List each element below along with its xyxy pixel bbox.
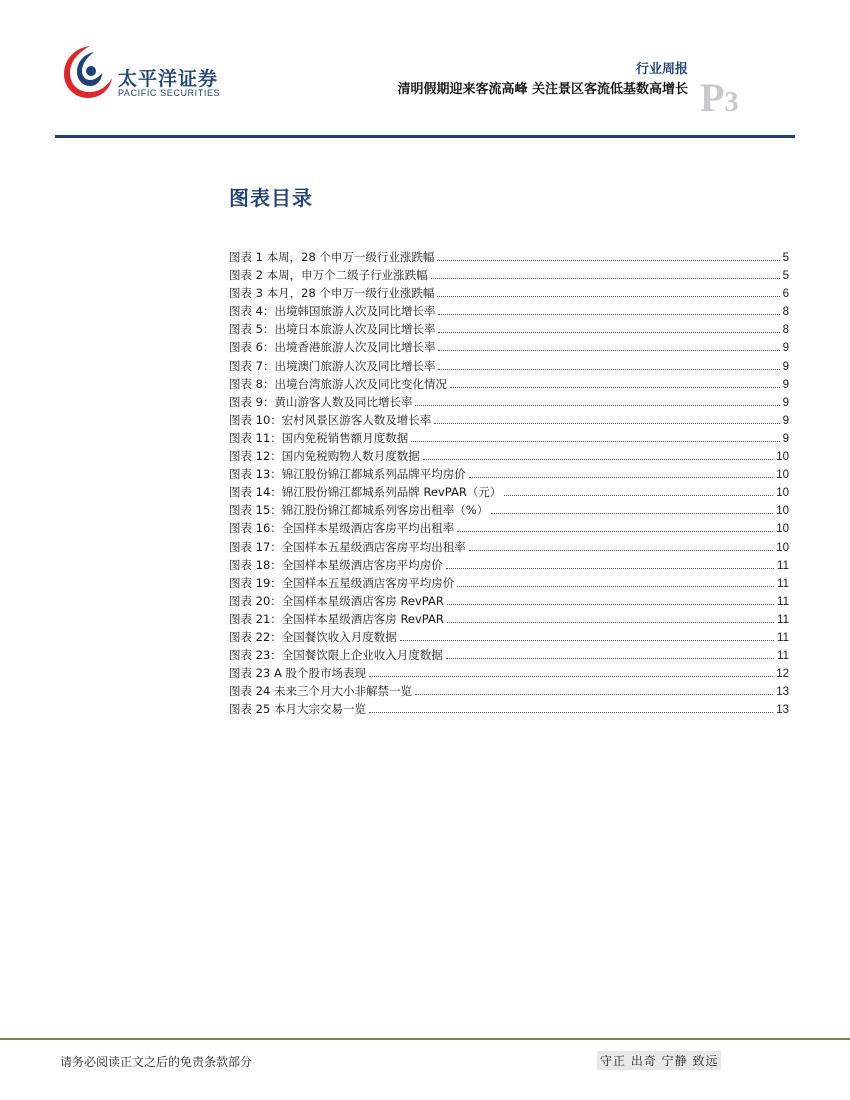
toc-entry-page[interactable]: 9 (782, 414, 789, 427)
toc-entry[interactable] (229, 394, 789, 412)
toc-dot-leader (438, 368, 779, 370)
toc-entry[interactable] (229, 285, 789, 303)
toc-entry-label[interactable]: 图表 2 本周，申万个二级子行业涨跌幅 (229, 268, 428, 283)
toc-entry-label[interactable]: 图表 16：全国样本星级酒店客房平均出租率 (229, 521, 455, 536)
page-header (0, 0, 850, 140)
toc-entry-label[interactable]: 图表 20：全国样本星级酒店客房 RevPAR (229, 593, 444, 608)
toc-entry-label[interactable]: 图表 8：出境台湾旅游人次及同比变化情况 (229, 376, 447, 391)
toc-entry[interactable] (229, 647, 789, 665)
toc-entry-label[interactable]: 图表 4：出境韩国旅游人次及同比增长率 (229, 304, 436, 319)
toc-entry-page[interactable]: 9 (782, 432, 789, 445)
toc-dot-leader (415, 404, 779, 406)
toc-dot-leader (431, 277, 780, 279)
toc-dot-leader (491, 512, 773, 514)
toc-entry-page[interactable]: 9 (782, 360, 789, 373)
toc-entry-page[interactable]: 10 (776, 469, 789, 482)
toc-entry-label[interactable]: 图表 23：全国餐饮限上企业收入月度数据 (229, 648, 443, 663)
toc-entry-page[interactable]: 11 (777, 613, 789, 626)
toc-entry[interactable] (229, 358, 789, 376)
toc-dot-leader (504, 494, 773, 496)
toc-entry[interactable] (229, 683, 789, 701)
toc-dot-leader (438, 331, 779, 333)
toc-entry[interactable] (229, 339, 789, 357)
toc-entry-page[interactable]: 13 (776, 686, 789, 699)
report-title: 清明假期迎来客流高峰 关注景区客流低基数高增长 (397, 82, 688, 97)
toc-dot-leader (415, 693, 773, 695)
toc-dot-leader (400, 639, 774, 641)
toc-entry[interactable] (229, 557, 789, 575)
toc-dot-leader (438, 349, 779, 351)
toc-entry[interactable] (229, 321, 789, 339)
toc-dot-leader (438, 313, 779, 315)
page-number-mark (700, 74, 738, 121)
footer-divider (0, 1038, 850, 1040)
toc-dot-leader (369, 711, 773, 713)
header-divider (55, 135, 795, 138)
table-of-figures (229, 249, 789, 719)
toc-entry-page[interactable]: 11 (777, 650, 789, 663)
toc-entry[interactable] (229, 484, 789, 502)
toc-dot-leader (447, 621, 774, 623)
toc-entry-label[interactable]: 图表 14：锦江股份锦江都城系列品牌 RevPAR（元） (229, 485, 502, 500)
toc-entry[interactable] (229, 412, 789, 430)
toc-dot-leader (369, 675, 773, 677)
toc-entry-label[interactable]: 图表 17：全国样本五星级酒店客房平均出租率 (229, 539, 466, 554)
brand-name-en: PACIFIC SECURITIES (118, 88, 221, 98)
toc-entry-label[interactable]: 图表 21：全国样本星级酒店客房 RevPAR (229, 611, 444, 626)
toc-entry-page[interactable]: 5 (782, 270, 789, 283)
toc-entry-label[interactable]: 图表 12：国内免税购物人数月度数据 (229, 449, 420, 464)
toc-entry[interactable] (229, 593, 789, 611)
toc-entry-page[interactable]: 10 (776, 505, 789, 518)
toc-entry-label[interactable]: 图表 15：锦江股份锦江都城系列客房出租率（%） (229, 503, 489, 518)
toc-entry-page[interactable]: 12 (776, 668, 789, 681)
toc-entry-label[interactable]: 图表 19：全国样本五星级酒店客房平均房价 (229, 575, 455, 590)
toc-entry-page[interactable]: 11 (777, 559, 789, 572)
toc-dot-leader (457, 530, 773, 532)
toc-entry-page[interactable]: 11 (777, 631, 789, 644)
toc-entry-page[interactable]: 6 (782, 288, 789, 301)
toc-entry[interactable] (229, 430, 789, 448)
toc-entry-page[interactable]: 10 (776, 523, 789, 536)
toc-dot-leader (446, 567, 774, 569)
report-type: 行业周报 (635, 62, 688, 77)
toc-dot-leader (411, 440, 779, 442)
toc-entry[interactable] (229, 249, 789, 267)
page-letter: P (700, 75, 725, 120)
toc-entry-label[interactable]: 图表 5：出境日本旅游人次及同比增长率 (229, 322, 436, 337)
toc-entry[interactable] (229, 629, 789, 647)
toc-entry[interactable] (229, 466, 789, 484)
toc-entry-label[interactable]: 图表 13：锦江股份锦江都城系列品牌平均房价 (229, 467, 466, 482)
toc-dot-leader (437, 259, 779, 261)
toc-dot-leader (434, 422, 779, 424)
toc-entry-page[interactable]: 8 (782, 324, 789, 337)
pacific-securities-logo-icon (60, 42, 114, 102)
toc-entry[interactable] (229, 376, 789, 394)
toc-entry-label[interactable]: 图表 6：出境香港旅游人次及同比增长率 (229, 340, 436, 355)
toc-entry[interactable] (229, 701, 789, 719)
page-number: 3 (724, 87, 739, 118)
footer-motto: 守正 出奇 宁静 致远 (597, 1051, 721, 1070)
toc-dot-leader (447, 603, 774, 605)
toc-entry[interactable] (229, 611, 789, 629)
toc-dot-leader (446, 657, 774, 659)
toc-entry-page[interactable]: 10 (776, 487, 789, 500)
brand-name-cn: 太平洋证券 (118, 68, 219, 90)
toc-dot-leader (469, 549, 773, 551)
toc-entry[interactable] (229, 502, 789, 520)
toc-dot-leader (469, 476, 773, 478)
toc-entry[interactable] (229, 520, 789, 538)
toc-entry-page[interactable]: 9 (782, 342, 789, 355)
toc-entry[interactable] (229, 448, 789, 466)
toc-heading: 图表目录 (229, 186, 313, 210)
toc-dot-leader (450, 386, 780, 388)
toc-entry-page[interactable]: 11 (777, 595, 789, 608)
toc-entry-label[interactable]: 图表 25 本月大宗交易一览 (229, 702, 366, 717)
toc-entry-page[interactable]: 9 (782, 378, 789, 391)
toc-entry-page[interactable]: 5 (782, 252, 789, 264)
toc-entry-label[interactable]: 图表 11：国内免税销售额月度数据 (229, 430, 409, 445)
footer-disclaimer: 请务必阅读正文之后的免责条款部分 (60, 1055, 253, 1069)
toc-entry-page[interactable]: 10 (776, 451, 789, 464)
toc-entry-label[interactable]: 图表 9：黄山游客人数及同比增长率 (229, 394, 413, 409)
toc-entry-label[interactable]: 图表 18：全国样本星级酒店客房平均房价 (229, 557, 443, 572)
toc-entry-label[interactable]: 图表 10：宏村风景区游客人数及增长率 (229, 412, 432, 427)
toc-entry-page[interactable]: 10 (776, 541, 789, 554)
toc-dot-leader (423, 458, 773, 460)
toc-entry-label[interactable]: 图表 24 未来三个月大小非解禁一览 (229, 684, 412, 699)
toc-entry[interactable] (229, 303, 789, 321)
toc-entry[interactable] (229, 665, 789, 683)
toc-entry[interactable] (229, 575, 789, 593)
toc-entry-page[interactable]: 9 (782, 396, 789, 409)
toc-dot-leader (457, 585, 774, 587)
toc-entry-label[interactable]: 图表 1 本周，28 个申万一级行业涨跌幅 (229, 250, 435, 264)
toc-entry-label[interactable]: 图表 3 本月，28 个申万一级行业涨跌幅 (229, 286, 435, 301)
toc-entry-page[interactable]: 11 (777, 577, 789, 590)
toc-entry-label[interactable]: 图表 7：出境澳门旅游人次及同比增长率 (229, 358, 436, 373)
toc-entry-label[interactable]: 图表 23 A 股个股市场表现 (229, 666, 366, 681)
toc-entry[interactable] (229, 539, 789, 557)
toc-dot-leader (437, 295, 779, 297)
toc-entry-page[interactable]: 13 (776, 704, 789, 717)
toc-entry[interactable] (229, 267, 789, 285)
toc-entry-label[interactable]: 图表 22：全国餐饮收入月度数据 (229, 629, 397, 644)
toc-entry-page[interactable]: 8 (782, 306, 789, 319)
